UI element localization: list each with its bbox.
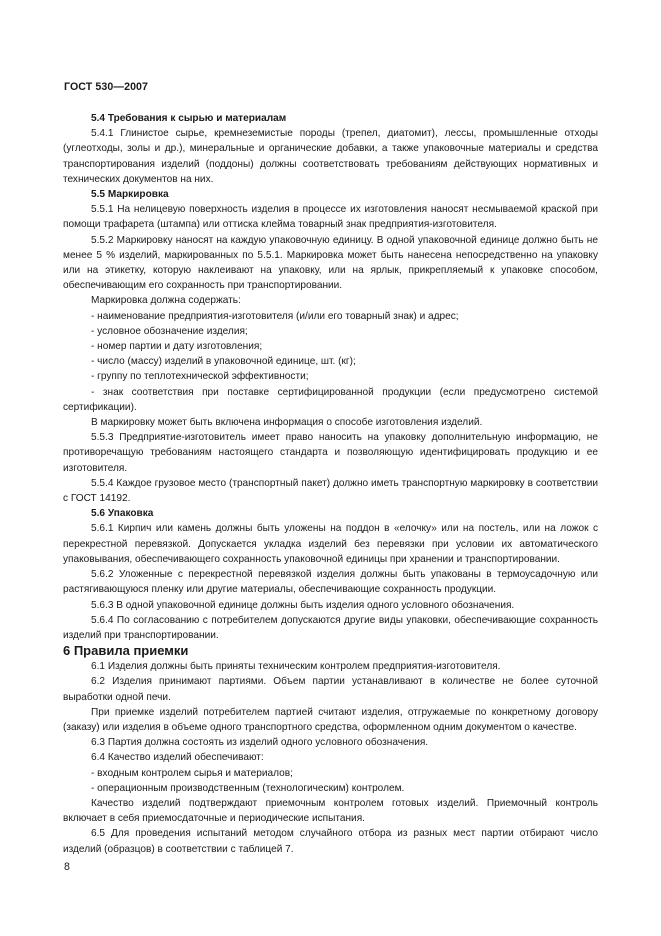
paragraph: - входным контролем сырья и материалов; — [91, 767, 293, 779]
paragraph: - знак соответствия при поставке сертифицированной продукции (если предусмотрено системой сертификации). — [63, 386, 598, 413]
paragraph: 5.5.1 На нелицевую поверхность изделия в процессе их изготовления наносят несмываемой краской при помощи трафарета (штампа) или оттиска клейма товарный знак предприятия-изготовителя. — [63, 204, 598, 231]
paragraph: 5.6.2 Уложенные с перекрестной перевязкой изделия должны быть упакованы в термоусадочную или растягивающуюся пленку или другие материалы, обеспечивающие сохранность продукции. — [63, 569, 598, 596]
paragraph: 5.6.4 По согласованию с потребителем допускаются другие виды упаковки, обеспечивающие сохранность изделий при транспортировании. — [63, 614, 598, 641]
paragraph: 6.5 Для проведения испытаний методом случайного отбора из разных мест партии отбирают число изделий (образцов) в соответствии с таблицей 7. — [63, 828, 598, 855]
paragraph: - операционным производственным (технологическим) контролем. — [91, 782, 405, 794]
paragraph: В маркировку может быть включена информация о способе изготовления изделий. — [91, 417, 483, 429]
document-body — [63, 111, 598, 857]
paragraph: - группу по теплотехнической эффективности; — [91, 371, 309, 383]
paragraph: - номер партии и дату изготовления; — [91, 341, 263, 353]
paragraph: 6.1 Изделия должны быть приняты техническим контролем предприятия-изготовителя. — [91, 661, 501, 673]
paragraph: 6.2 Изделия принимают партиями. Объем партии устанавливают в количестве не более суточной выработки одной печи. — [63, 676, 598, 703]
page-number: 8 — [64, 861, 70, 873]
paragraph: 6.3 Партия должна состоять из изделий одного условного обозначения. — [91, 737, 429, 749]
paragraph: 5.4.1 Глинистое сырье, кремнеземистые породы (трепел, диатомит), лессы, промышленные отходы (углеотходы, золы и др.), минеральные и органические добавки, а также упаковочные материалы и средства транспортирования изделий (поддоны) должны соответствовать требованиям действующих нормативных и технических документов на них. — [63, 128, 598, 185]
paragraph: - число (массу) изделий в упаковочной единице, шт. (кг); — [91, 356, 356, 368]
document-id: ГОСТ 530—2007 — [64, 81, 149, 93]
paragraph: При приемке изделий потребителем партией считают изделия, отгружаемые по конкретному договору (заказу) или изделия в объеме одного транспортного средства, оформленном одним документом о качестве. — [63, 706, 598, 733]
subsection-heading: 5.4 Требования к сырью и материалам — [91, 113, 287, 124]
section-5-block — [63, 111, 598, 643]
subsection-heading: 5.6 Упаковка — [91, 508, 154, 520]
subsection-heading: 5.5 Маркировка — [91, 189, 169, 201]
paragraph: 5.5.4 Каждое грузовое место (транспортный пакет) должно иметь транспортную маркировку в соответствии с ГОСТ 14192. — [63, 477, 598, 505]
section-6-title: 6 Правила приемки — [63, 643, 189, 659]
paragraph: 6.4 Качество изделий обеспечивают: — [91, 752, 264, 764]
paragraph: 5.5.3 Предприятие-изготовитель имеет право наносить на упаковку дополнительную информацию, не противоречащую требованиям настоящего стандарта и позволяющую идентифицировать продукцию и ее изготовителя. — [63, 432, 598, 474]
paragraph: - наименование предприятия-изготовителя (и/или его товарный знак) и адрес; — [91, 310, 459, 322]
paragraph: 5.6.3 В одной упаковочной единице должны быть изделия одного условного обозначения. — [91, 599, 515, 611]
paragraph: 5.6.1 Кирпич или камень должны быть уложены на поддон в «елочку» или на постель, или на ложок с перекрестной перевязкой. Допускается укладка изделий без перевязки при условии их автоматического упаковывания, обеспечивающего сохранность упаковочной единицы при хранении и транспортировании. — [63, 523, 598, 565]
section-6-block — [63, 659, 598, 857]
paragraph: 5.5.2 Маркировку наносят на каждую упаковочную единицу. В одной упаковочной единице должно быть не менее 5 % изделий, маркированных по 5.5.1. Маркировка может быть нанесена непосредственно на упаковку или на этикетку, которую наклеивают на упаковку, или на ярлык, прикрепляемый к упаковке способом, обеспечивающим его сохранность при транспортировании. — [63, 234, 598, 292]
paragraph: Маркировка должна содержать: — [91, 295, 241, 307]
paragraph: - условное обозначение изделия; — [91, 325, 248, 337]
paragraph: Качество изделий подтверждают приемочным контролем готовых изделий. Приемочный контроль включает в себя приемосдаточные и периодические испытания. — [63, 797, 598, 825]
